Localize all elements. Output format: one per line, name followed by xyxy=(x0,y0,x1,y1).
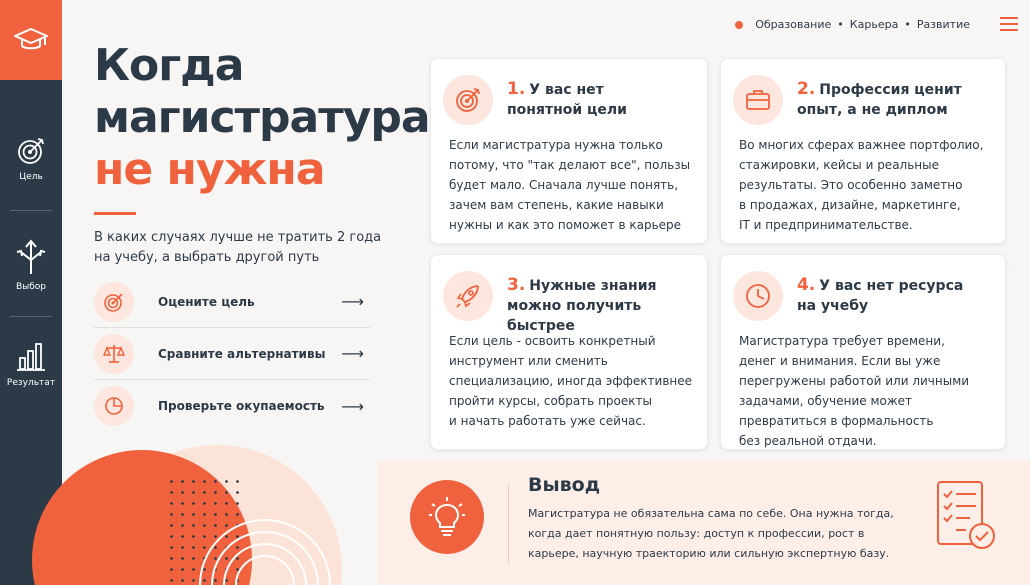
card-no-resource xyxy=(720,254,1006,450)
card-title: 2. Профессия ценит опыт, а не диплом xyxy=(797,79,962,118)
card-no-goal xyxy=(430,58,708,244)
card-text: Если магистратура нужна только потому, что "так делают все", пользы будет мало. Сначала лучше понять, зачем вам степень, какие навыки нужны и как это поможет в карьере xyxy=(449,138,691,232)
accent-dot xyxy=(735,21,743,29)
nav-item-education[interactable]: Образование xyxy=(755,18,832,31)
step-label: Сравните альтернативы xyxy=(158,346,326,361)
card-title: 1. У вас нет понятной цели xyxy=(507,79,627,118)
conclusion-panel xyxy=(378,460,1030,585)
card-title: 4. У вас нет ресурса на учебу xyxy=(797,275,964,314)
target-icon xyxy=(16,136,46,166)
bar-chart-icon xyxy=(16,340,46,372)
step-compare-alternatives[interactable] xyxy=(94,328,370,380)
target-icon xyxy=(94,282,134,322)
step-label: Оцените цель xyxy=(158,294,255,309)
conclusion-title: Вывод xyxy=(528,474,601,496)
sidebar-item-choice[interactable] xyxy=(0,238,62,292)
step-check-payback[interactable] xyxy=(94,380,370,432)
pie-chart-icon xyxy=(94,386,134,426)
arrow-right-icon: ⟶ xyxy=(341,344,364,363)
graduation-cap-icon xyxy=(13,25,49,55)
sidebar-item-label: Цель xyxy=(19,172,43,182)
scales-icon xyxy=(94,334,134,374)
page-title: Когда магистратура не нужна xyxy=(94,40,430,195)
sidebar-item-result[interactable] xyxy=(0,340,62,388)
page-title-accent: не нужна xyxy=(94,144,325,195)
clock-icon xyxy=(733,271,783,321)
arrow-right-icon: ⟶ xyxy=(341,292,364,311)
card-text: Магистратура требует времени, денег и внимания. Если вы уже перегружены работой или личными задачами, обучение может превратиться в формальность без реальной отдачи. xyxy=(739,334,970,448)
sidebar-item-label: Результат xyxy=(6,378,56,388)
conclusion-text: Магистратура не обязательна сама по себе. Она нужна тогда, когда дает понятную пользу: доступ к профессии, рост в карьере, научную траекторию или сильную экспертную базу. xyxy=(528,507,894,560)
divider xyxy=(508,484,509,564)
logo[interactable] xyxy=(0,0,62,80)
nav-item-career[interactable]: Карьера xyxy=(849,18,899,31)
briefcase-icon xyxy=(733,75,783,125)
card-faster-knowledge xyxy=(430,254,708,450)
rocket-icon xyxy=(443,271,493,321)
sidebar-item-goal[interactable] xyxy=(0,136,62,182)
card-title: 3. Нужные знания можно получить быстрее xyxy=(507,275,657,334)
checklist-icon xyxy=(934,478,998,554)
card-experience xyxy=(720,58,1006,244)
sidebar-item-label: Выбор xyxy=(15,282,47,292)
top-nav: Образование • Карьера • Развитие xyxy=(735,18,970,31)
signpost-icon xyxy=(13,238,49,276)
card-text: Если цель - освоить конкретный инструмент или сменить специализацию, иногда эффективнее пройти курсы, собрать проекты и начать работать уже сейчас. xyxy=(449,334,693,428)
lightbulb-icon xyxy=(410,480,484,554)
step-evaluate-goal[interactable] xyxy=(94,276,370,328)
decor-arcs xyxy=(190,500,340,585)
divider xyxy=(10,210,52,211)
main-area xyxy=(62,0,1030,585)
nav-item-development[interactable]: Развитие xyxy=(916,18,970,31)
arrow-right-icon: ⟶ xyxy=(341,396,364,416)
card-text: Во многих сферах важнее портфолио, стажировки, кейсы и реальные результаты. Это особенно заметно в продажах, дизайне, маркетинге, IT и предпринимательстве. xyxy=(739,138,984,232)
page-subtitle: В каких случаях лучше не тратить 2 года на учебу, а выбрать другой путь xyxy=(94,230,382,265)
title-underline xyxy=(94,212,136,215)
steps-list xyxy=(94,276,370,432)
menu-icon[interactable] xyxy=(1000,17,1018,31)
step-label: Проверьте окупаемость xyxy=(158,399,325,413)
target-icon xyxy=(443,75,493,125)
divider xyxy=(10,316,52,317)
